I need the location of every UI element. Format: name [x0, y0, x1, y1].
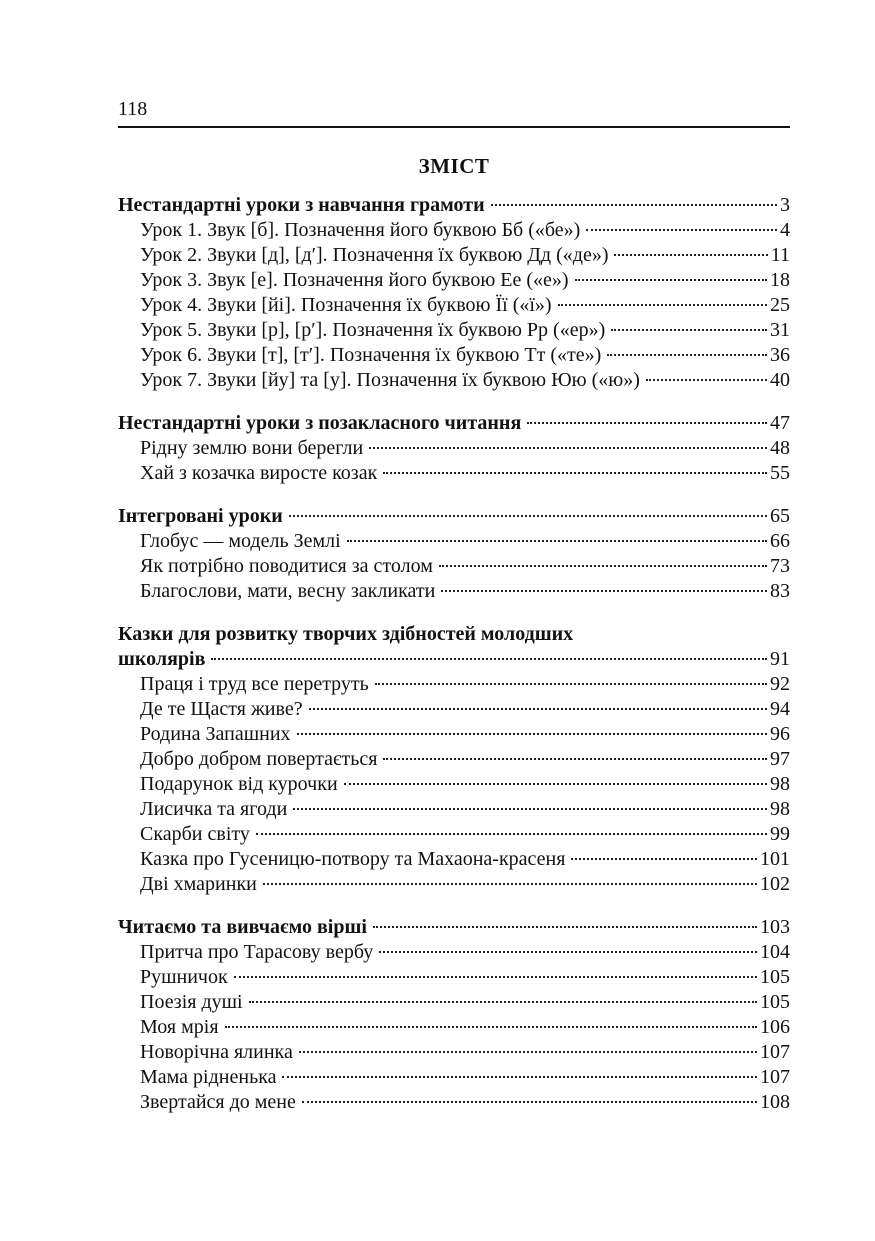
entry-title: Глобус — модель Землі [140, 530, 341, 552]
toc-section [118, 411, 790, 486]
entry-title: Добро добром повертається [140, 748, 378, 770]
section-heading: Інтегровані уроки [118, 505, 283, 527]
entry-title: Казка про Гусеницю-потвору та Махаона-красеня [140, 848, 566, 870]
dot-leader [611, 329, 767, 331]
dot-leader [249, 1001, 757, 1003]
toc-entry-row[interactable] [118, 797, 790, 822]
dot-leader [586, 229, 777, 231]
page-reference: 97 [770, 748, 790, 770]
entry-title: Звертайся до мене [140, 1091, 296, 1113]
page-reference: 106 [760, 1016, 790, 1038]
page-reference: 25 [770, 294, 790, 316]
toc-entry-row[interactable] [118, 293, 790, 318]
dot-leader [614, 254, 767, 256]
dot-leader [527, 422, 767, 424]
entry-title: Урок 1. Звук [б]. Позначення його буквою Бб («бе») [140, 219, 581, 241]
page-reference: 66 [770, 530, 790, 552]
dot-leader [491, 204, 777, 206]
table-of-contents [118, 193, 790, 1115]
dot-leader [234, 976, 757, 978]
section-heading: школярів [118, 648, 206, 670]
toc-entry-row[interactable] [118, 268, 790, 293]
toc-entry-row[interactable] [118, 697, 790, 722]
toc-heading-row[interactable] [118, 647, 790, 672]
toc-entry-row[interactable] [118, 990, 790, 1015]
entry-title: Урок 2. Звуки [д], [д′]. Позначення їх буквою Дд («де») [140, 244, 609, 266]
entry-title: Урок 4. Звуки [йі]. Позначення їх буквою Її («ї») [140, 294, 552, 316]
page-reference: 11 [770, 244, 790, 266]
entry-title: Притча про Тарасову вербу [140, 941, 374, 963]
dot-leader [571, 858, 757, 860]
page-reference: 104 [760, 941, 790, 963]
dot-leader [263, 883, 757, 885]
section-heading: Нестандартні уроки з позакласного читання [118, 412, 522, 434]
entry-title: Благослови, мати, весну закликати [140, 580, 436, 602]
toc-entry-row[interactable] [118, 529, 790, 554]
toc-entry-row[interactable] [118, 847, 790, 872]
toc-entry-row[interactable] [118, 554, 790, 579]
page-reference: 105 [760, 991, 790, 1013]
entry-title: Поезія душі [140, 991, 243, 1013]
page-reference: 91 [770, 648, 790, 670]
page-reference: 55 [770, 462, 790, 484]
entry-title: Дві хмаринки [140, 873, 257, 895]
toc-entry-row[interactable] [118, 965, 790, 990]
dot-leader [256, 833, 767, 835]
toc-heading-row[interactable] [118, 504, 790, 529]
toc-section [118, 504, 790, 604]
dot-leader [309, 708, 767, 710]
dot-leader [558, 304, 767, 306]
page-reference: 47 [770, 412, 790, 434]
entry-title: Мама рідненька [140, 1066, 277, 1088]
dot-leader [344, 783, 767, 785]
page-reference: 107 [760, 1066, 790, 1088]
page-reference: 103 [760, 916, 790, 938]
page-reference: 107 [760, 1041, 790, 1063]
toc-entry-row[interactable] [118, 822, 790, 847]
dot-leader [225, 1026, 757, 1028]
toc-entry-row[interactable] [118, 218, 790, 243]
page-reference: 3 [780, 194, 790, 216]
toc-entry-row[interactable] [118, 579, 790, 604]
toc-section [118, 622, 790, 897]
section-heading: Читаємо та вивчаємо вірші [118, 916, 367, 938]
entry-title: Рушничок [140, 966, 228, 988]
dot-leader [211, 658, 767, 660]
dot-leader [347, 540, 767, 542]
toc-entry-row[interactable] [118, 747, 790, 772]
page-reference: 98 [770, 798, 790, 820]
header-rule [118, 126, 790, 128]
page-reference: 4 [780, 219, 790, 241]
toc-entry-row[interactable] [118, 343, 790, 368]
section-heading-line: Казки для розвитку творчих здібностей молодших [118, 623, 574, 645]
page-reference: 36 [770, 344, 790, 366]
page-reference: 105 [760, 966, 790, 988]
toc-entry-row[interactable] [118, 318, 790, 343]
section-heading: Нестандартні уроки з навчання грамоти [118, 194, 485, 216]
document-page [118, 96, 790, 1133]
dot-leader [383, 472, 767, 474]
dot-leader [369, 447, 767, 449]
toc-section [118, 915, 790, 1115]
page-reference: 98 [770, 773, 790, 795]
toc-entry-row[interactable] [118, 872, 790, 897]
entry-title: Урок 6. Звуки [т], [т′]. Позначення їх буквою Тт («те») [140, 344, 602, 366]
page-reference: 18 [770, 269, 790, 291]
toc-entry-row[interactable] [118, 1040, 790, 1065]
entry-title: Урок 5. Звуки [р], [р′]. Позначення їх буквою Рр («ер») [140, 319, 606, 341]
toc-heading-row[interactable] [118, 193, 790, 218]
page-reference: 73 [770, 555, 790, 577]
toc-entry-row[interactable] [118, 1015, 790, 1040]
dot-leader [379, 951, 757, 953]
entry-title: Рідну землю вони берегли [140, 437, 364, 459]
entry-title: Новорічна ялинка [140, 1041, 293, 1063]
dot-leader [293, 808, 767, 810]
dot-leader [375, 683, 767, 685]
entry-title: Хай з козачка виросте козак [140, 462, 378, 484]
toc-entry-row[interactable] [118, 1065, 790, 1090]
entry-title: Як потрібно поводитися за столом [140, 555, 433, 577]
toc-entry-row[interactable] [118, 368, 790, 393]
toc-entry-row[interactable] [118, 1090, 790, 1115]
dot-leader [302, 1101, 757, 1103]
dot-leader [282, 1076, 757, 1078]
entry-title: Родина Запашних [140, 723, 291, 745]
entry-title: Лисичка та ягоди [140, 798, 288, 820]
page-reference: 40 [770, 369, 790, 391]
toc-title: ЗМІСТ [418, 154, 490, 178]
page-reference: 102 [760, 873, 790, 895]
page-reference: 92 [770, 673, 790, 695]
dot-leader [607, 354, 767, 356]
page-reference: 94 [770, 698, 790, 720]
toc-heading-row[interactable] [118, 411, 790, 436]
dot-leader [441, 590, 767, 592]
page-reference: 99 [770, 823, 790, 845]
page-reference: 31 [770, 319, 790, 341]
toc-entry-row[interactable] [118, 772, 790, 797]
dot-leader [575, 279, 767, 281]
toc-entry-row[interactable] [118, 722, 790, 747]
dot-leader [299, 1051, 757, 1053]
toc-entry-row[interactable] [118, 436, 790, 461]
toc-entry-row[interactable] [118, 243, 790, 268]
dot-leader [373, 926, 757, 928]
dot-leader [646, 379, 767, 381]
toc-heading-row[interactable] [118, 915, 790, 940]
dot-leader [383, 758, 767, 760]
entry-title: Де те Щастя живе? [140, 698, 303, 720]
entry-title: Урок 3. Звук [е]. Позначення його буквою Ее («е») [140, 269, 569, 291]
page-reference: 65 [770, 505, 790, 527]
dot-leader [439, 565, 767, 567]
toc-section [118, 193, 790, 393]
entry-title: Праця і труд все перетруть [140, 673, 369, 695]
entry-title: Подарунок від курочки [140, 773, 338, 795]
entry-title: Урок 7. Звуки [йу] та [у]. Позначення їх буквою Юю («ю») [140, 369, 640, 391]
entry-title: Моя мрія [140, 1016, 219, 1038]
entry-title: Скарби світу [140, 823, 250, 845]
page-reference: 48 [770, 437, 790, 459]
dot-leader [297, 733, 767, 735]
page-number: 118 [118, 98, 148, 120]
dot-leader [289, 515, 767, 517]
toc-entry-row[interactable] [118, 940, 790, 965]
page-reference: 96 [770, 723, 790, 745]
toc-entry-row[interactable] [118, 461, 790, 486]
page-reference: 101 [760, 848, 790, 870]
toc-entry-row[interactable] [118, 672, 790, 697]
page-reference: 83 [770, 580, 790, 602]
page-reference: 108 [760, 1091, 790, 1113]
